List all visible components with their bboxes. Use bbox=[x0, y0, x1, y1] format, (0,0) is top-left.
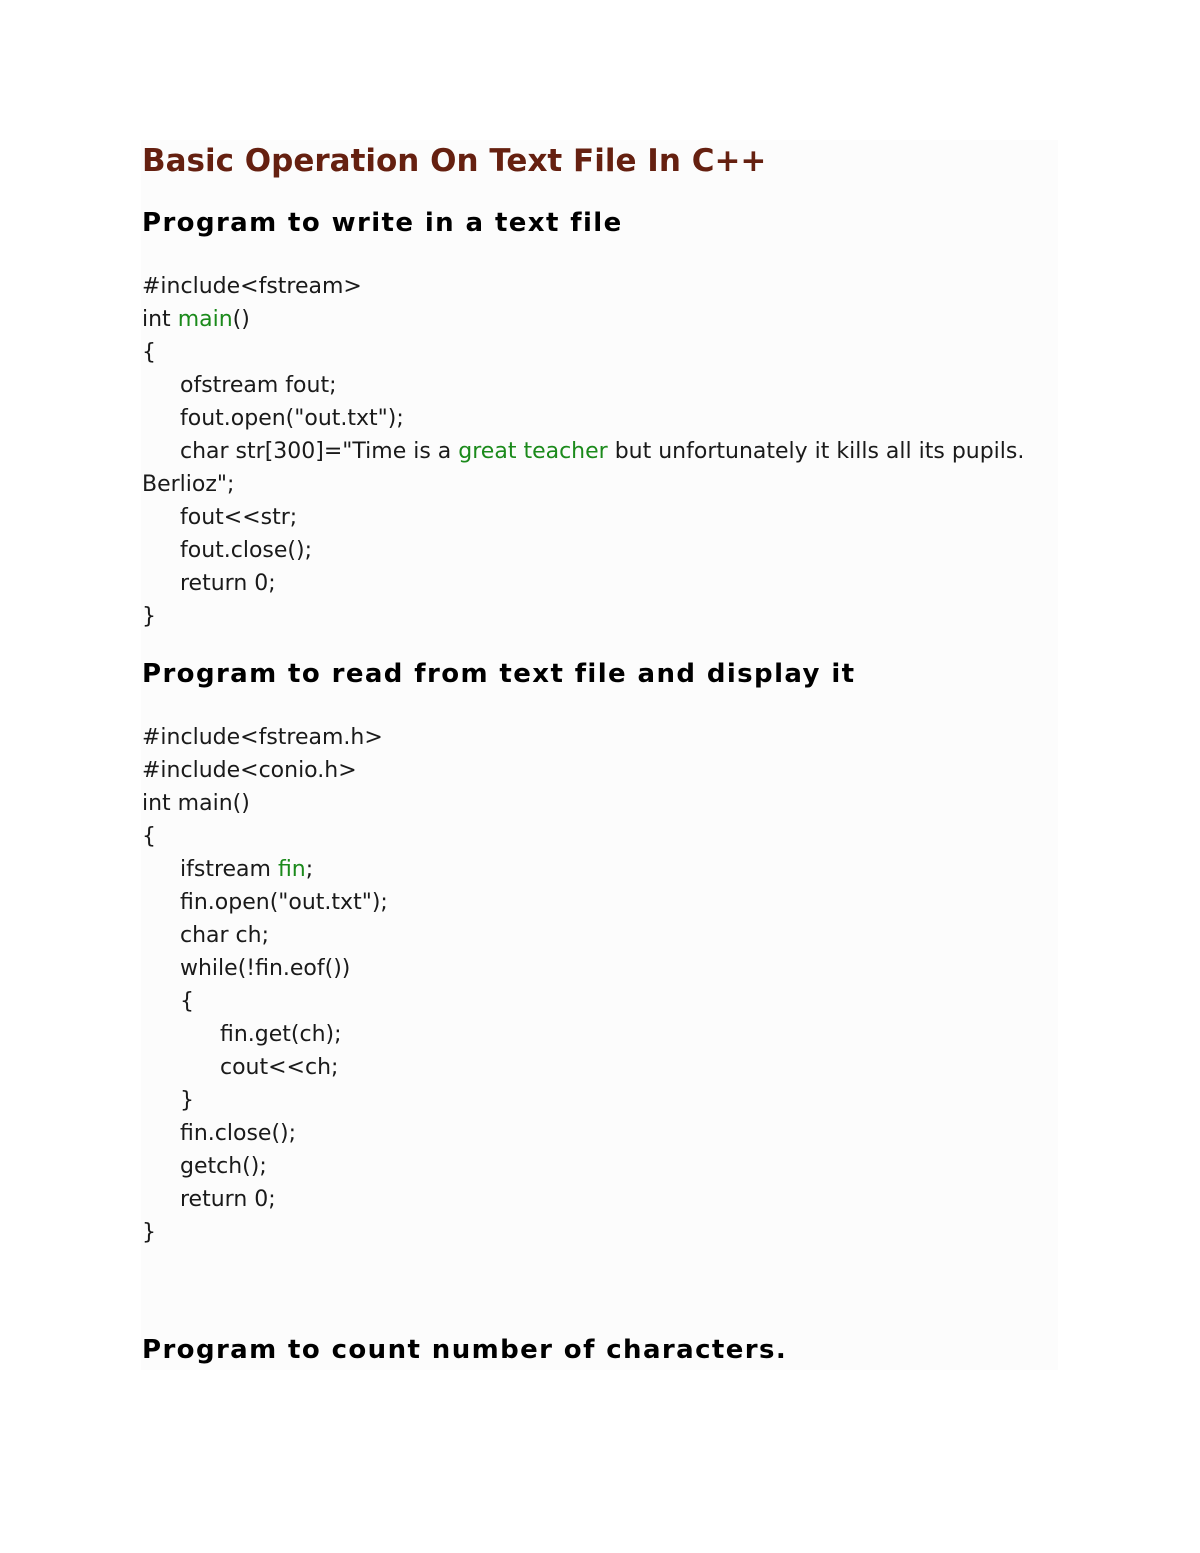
code-line: while(!fin.eof()) bbox=[180, 956, 351, 981]
code-line: ofstream fout; bbox=[180, 373, 337, 398]
code-line: #include<conio.h> bbox=[142, 758, 357, 783]
document-title: Basic Operation On Text File In C++ bbox=[142, 143, 767, 179]
code-line: return 0; bbox=[180, 1187, 276, 1212]
code-line: getch(); bbox=[180, 1154, 267, 1179]
highlighted-link-great-teacher[interactable]: great teacher bbox=[458, 439, 608, 464]
code-line: int main() bbox=[142, 791, 250, 816]
section-heading-count: Program to count number of characters. bbox=[142, 1335, 788, 1365]
code-line: fin.open("out.txt"); bbox=[180, 890, 388, 915]
code-line: return 0; bbox=[180, 571, 276, 596]
section-heading-write: Program to write in a text file bbox=[142, 208, 623, 238]
code-line: fout.open("out.txt"); bbox=[180, 406, 404, 431]
code-line bbox=[180, 437, 1024, 467]
code-line: } bbox=[142, 1220, 156, 1245]
code-text: ; bbox=[305, 857, 314, 882]
code-line: fout.close(); bbox=[180, 538, 313, 563]
code-line: fin.close(); bbox=[180, 1121, 297, 1146]
code-line: #include<fstream> bbox=[142, 274, 362, 299]
code-line bbox=[142, 305, 250, 335]
code-line: fin.get(ch); bbox=[220, 1022, 342, 1047]
code-line bbox=[180, 855, 313, 885]
code-text: char str[300]="Time is a bbox=[180, 439, 459, 464]
code-text: () bbox=[232, 307, 250, 332]
highlighted-link-main[interactable]: main bbox=[177, 307, 233, 332]
document-page bbox=[141, 140, 1058, 1370]
code-line: { bbox=[142, 824, 156, 849]
code-line: } bbox=[180, 1088, 194, 1113]
highlighted-link-fin[interactable]: fin bbox=[277, 857, 306, 882]
code-line: { bbox=[142, 340, 156, 365]
code-line: char ch; bbox=[180, 923, 270, 948]
code-line: cout<<ch; bbox=[220, 1055, 339, 1080]
code-line: } bbox=[142, 604, 156, 629]
code-line: { bbox=[180, 989, 194, 1014]
code-line: fout<<str; bbox=[180, 505, 298, 530]
code-text: int bbox=[142, 307, 178, 332]
section-heading-read: Program to read from text file and display it bbox=[142, 659, 856, 689]
code-line: #include<fstream.h> bbox=[142, 725, 383, 750]
code-line: Berlioz"; bbox=[142, 472, 235, 497]
code-text: but unfortunately it kills all its pupils. bbox=[607, 439, 1025, 464]
code-text: ifstream bbox=[180, 857, 278, 882]
